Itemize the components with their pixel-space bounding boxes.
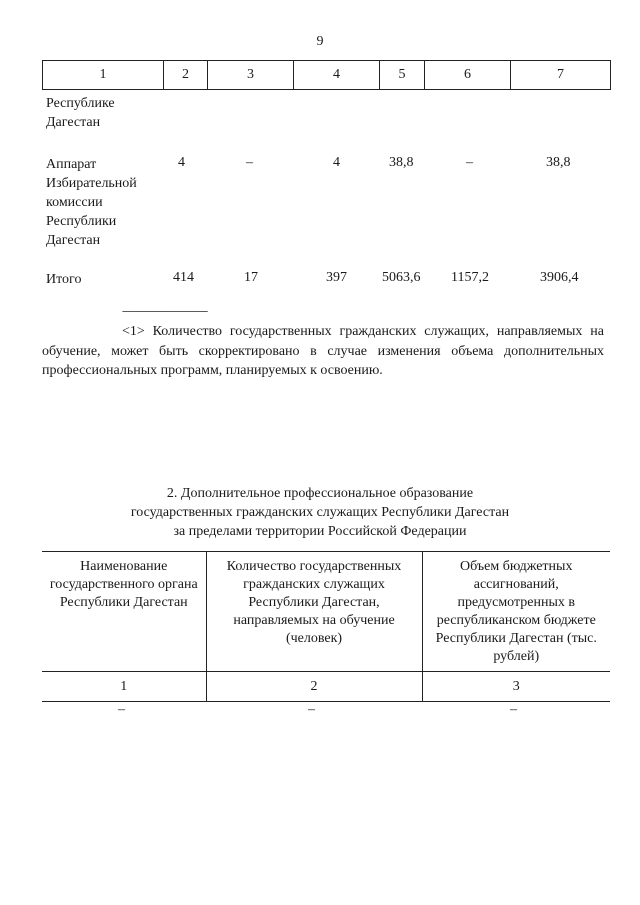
- cell-value: 5063,6: [382, 270, 421, 285]
- footnote: [42, 322, 604, 381]
- page-number: 9: [316, 34, 324, 49]
- cell-value: 4: [178, 155, 185, 170]
- top-table: [42, 60, 611, 90]
- org-name-line: Дагестан: [46, 115, 101, 130]
- col-number: 7: [511, 61, 611, 90]
- table-row: [46, 94, 115, 132]
- cell-value: –: [246, 155, 253, 170]
- cell-value: 3906,4: [540, 270, 579, 285]
- org-name-line: Аппарат: [46, 157, 97, 172]
- cell-value: –: [118, 702, 125, 717]
- org-name-line: Дагестан: [46, 233, 101, 248]
- org-name-line: Республики: [46, 214, 117, 229]
- footnote-text: <1> Количество государственных гражданских служащих, направляемых на обучение, может быть скорректировано в случае изменения объема дополнительных профессиональных программ, планируемых к освоению.: [42, 324, 604, 378]
- cell-value: 4: [333, 155, 340, 170]
- org-name-line: Избирательной: [46, 176, 137, 191]
- column-number-row: [42, 672, 610, 702]
- cell-value: 17: [244, 270, 258, 285]
- section-title-line: 2. Дополнительное профессиональное образование: [166, 486, 474, 501]
- org-name-line: комиссии: [46, 195, 103, 210]
- header-cell: Количество государственных гражданских служащих Республики Дагестан, направляемых на обучение (человек): [206, 552, 422, 672]
- cell-value: 38,8: [389, 155, 414, 170]
- col-number: 3: [208, 61, 294, 90]
- section-title: [0, 484, 640, 541]
- cell-value: 397: [326, 270, 347, 285]
- col-number: 3: [422, 672, 610, 702]
- footnote-separator: --------------------------------: [122, 305, 208, 317]
- cell-value: 1157,2: [451, 270, 489, 285]
- table-row: [46, 155, 137, 250]
- section-title-line: государственных гражданских служащих Республики Дагестан: [130, 505, 510, 520]
- column-number-row: [43, 61, 611, 90]
- section-title-line: за пределами территории Российской Федерации: [173, 524, 467, 539]
- header-row: [42, 552, 610, 672]
- total-label: Итого: [46, 272, 82, 287]
- org-name-line: Республике: [46, 96, 115, 111]
- header-cell: Объем бюджетных ассигнований, предусмотренных в республиканском бюджете Республики Дагестан (тыс. рублей): [422, 552, 610, 672]
- header-cell: Наименование государственного органа Республики Дагестан: [42, 552, 206, 672]
- cell-value: –: [510, 702, 517, 717]
- budget-table: [42, 551, 610, 702]
- col-number: 4: [294, 61, 380, 90]
- col-number: 2: [206, 672, 422, 702]
- col-number: 1: [43, 61, 164, 90]
- cell-value: –: [466, 155, 473, 170]
- cell-value: 414: [173, 270, 194, 285]
- col-number: 1: [42, 672, 206, 702]
- cell-value: 38,8: [546, 155, 571, 170]
- col-number: 6: [425, 61, 511, 90]
- col-number: 5: [380, 61, 425, 90]
- cell-value: –: [308, 702, 315, 717]
- col-number: 2: [164, 61, 208, 90]
